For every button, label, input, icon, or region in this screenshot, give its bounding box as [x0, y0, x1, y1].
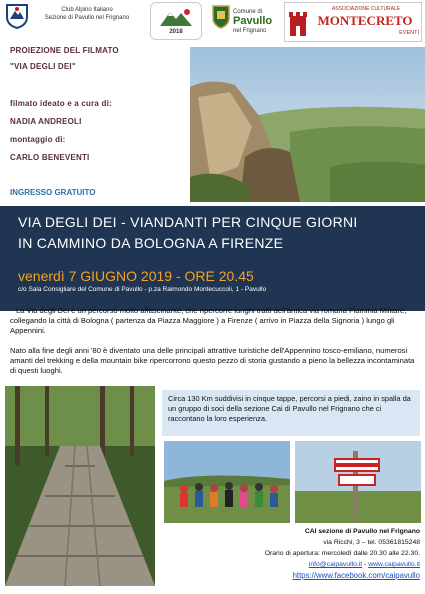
event-date-time: venerdì 7 GIUGNO 2019 - ORE 20.45 — [18, 268, 254, 284]
castle-icon — [287, 6, 309, 38]
mountain-badge-icon — [159, 7, 193, 27]
assoc-label: ASSOCIAZIONE CULTURALE — [331, 6, 401, 12]
trip-summary-box: Circa 130 Km suddivisi in cinque tappe, percorsi a piedi, zaino in spalla da un gruppo di soci della sezione Cai di Pavullo nel Frignano che ci raccontano la loro esperienza. — [162, 390, 420, 436]
contact-links — [180, 560, 420, 569]
intro-author-label: filmato ideato e a cura di: — [10, 99, 112, 108]
facebook-row — [180, 571, 420, 580]
landscape-photo — [190, 47, 425, 202]
cai-section: Sezione di Pavullo nel Frignano — [44, 15, 130, 21]
stone-road-photo — [5, 386, 155, 586]
trail-sign-photo — [295, 441, 421, 523]
montecreto-logo — [284, 2, 422, 42]
banner-title-line-1: VIA DEGLI DEI - VIANDANTI PER CINQUE GIORNI — [18, 214, 358, 230]
comune-name: Pavullo — [233, 15, 273, 27]
free-entry-label: INGRESSO GRATUITO — [10, 188, 96, 197]
comune-crest-icon — [212, 5, 230, 29]
anniversary-badge — [150, 2, 202, 40]
intro-editor-label: montaggio di: — [10, 135, 66, 144]
group-photo — [164, 441, 290, 523]
contact-address: via Ricchi, 3 – tel. 05361815248 — [323, 539, 420, 546]
event-venue: c/o Sala Consigliare del Comune di Pavullo - p.za Raimondo Montecuccoli, 1 - Pavullo — [18, 286, 267, 293]
assoc-sub: EVENTI — [399, 30, 419, 36]
description-paragraph-2: Nato alla fine degli anni '80 è diventato una delle principali attrattive turistiche dell'Appennino tosco-emiliano, numerosi amanti del trekking e della mountain bike ripercorrono questo pezzo di storia gustando a pieno la bellezza incontaminata di questi luoghi. — [10, 346, 415, 375]
assoc-name: MONTECRETO — [317, 13, 413, 28]
website-link[interactable]: www.caipavullo.it — [368, 561, 420, 568]
banner-title-line-2: IN CAMMINO DA BOLOGNA A FIRENZE — [18, 235, 284, 251]
comune-label: Comune di — [233, 9, 263, 15]
description-paragraph-1: La Via degli Dei è un percorso molto affascinante, che ripercorre lunghi tratti dell'antica via romana Flaminia Militare, collegando la città di Bologna ( partenza da Piazza Maggiore ) a Firenze ( arrivo in Piazza della Signoria ) lungo gli Appennini. — [10, 306, 407, 335]
cai-logo-icon — [5, 3, 29, 29]
cai-name: Club Alpino Italiano — [61, 7, 113, 13]
facebook-link[interactable]: https://www.facebook.com/caipavullo — [292, 571, 420, 580]
email-link[interactable]: info@caipavullo.it — [308, 561, 363, 568]
intro-line-1: PROIEZIONE DEL FILMATO — [10, 46, 119, 55]
intro-editor-name: CARLO BENEVENTI — [10, 153, 90, 162]
intro-film-title: "VIA DEGLI DEI" — [10, 62, 76, 71]
intro-author-name: NADIA ANDREOLI — [10, 117, 82, 126]
contact-title: CAI sezione di Pavullo nel Frignano — [304, 528, 420, 535]
badge-year: 2018 — [169, 29, 183, 35]
contact-hours: Orario di apertura: mercoledì dalle 20.30 alle 22.30. — [264, 550, 420, 557]
header — [0, 0, 425, 44]
comune-sub: nel Frignano — [233, 28, 267, 34]
link-separator: - — [362, 561, 369, 568]
